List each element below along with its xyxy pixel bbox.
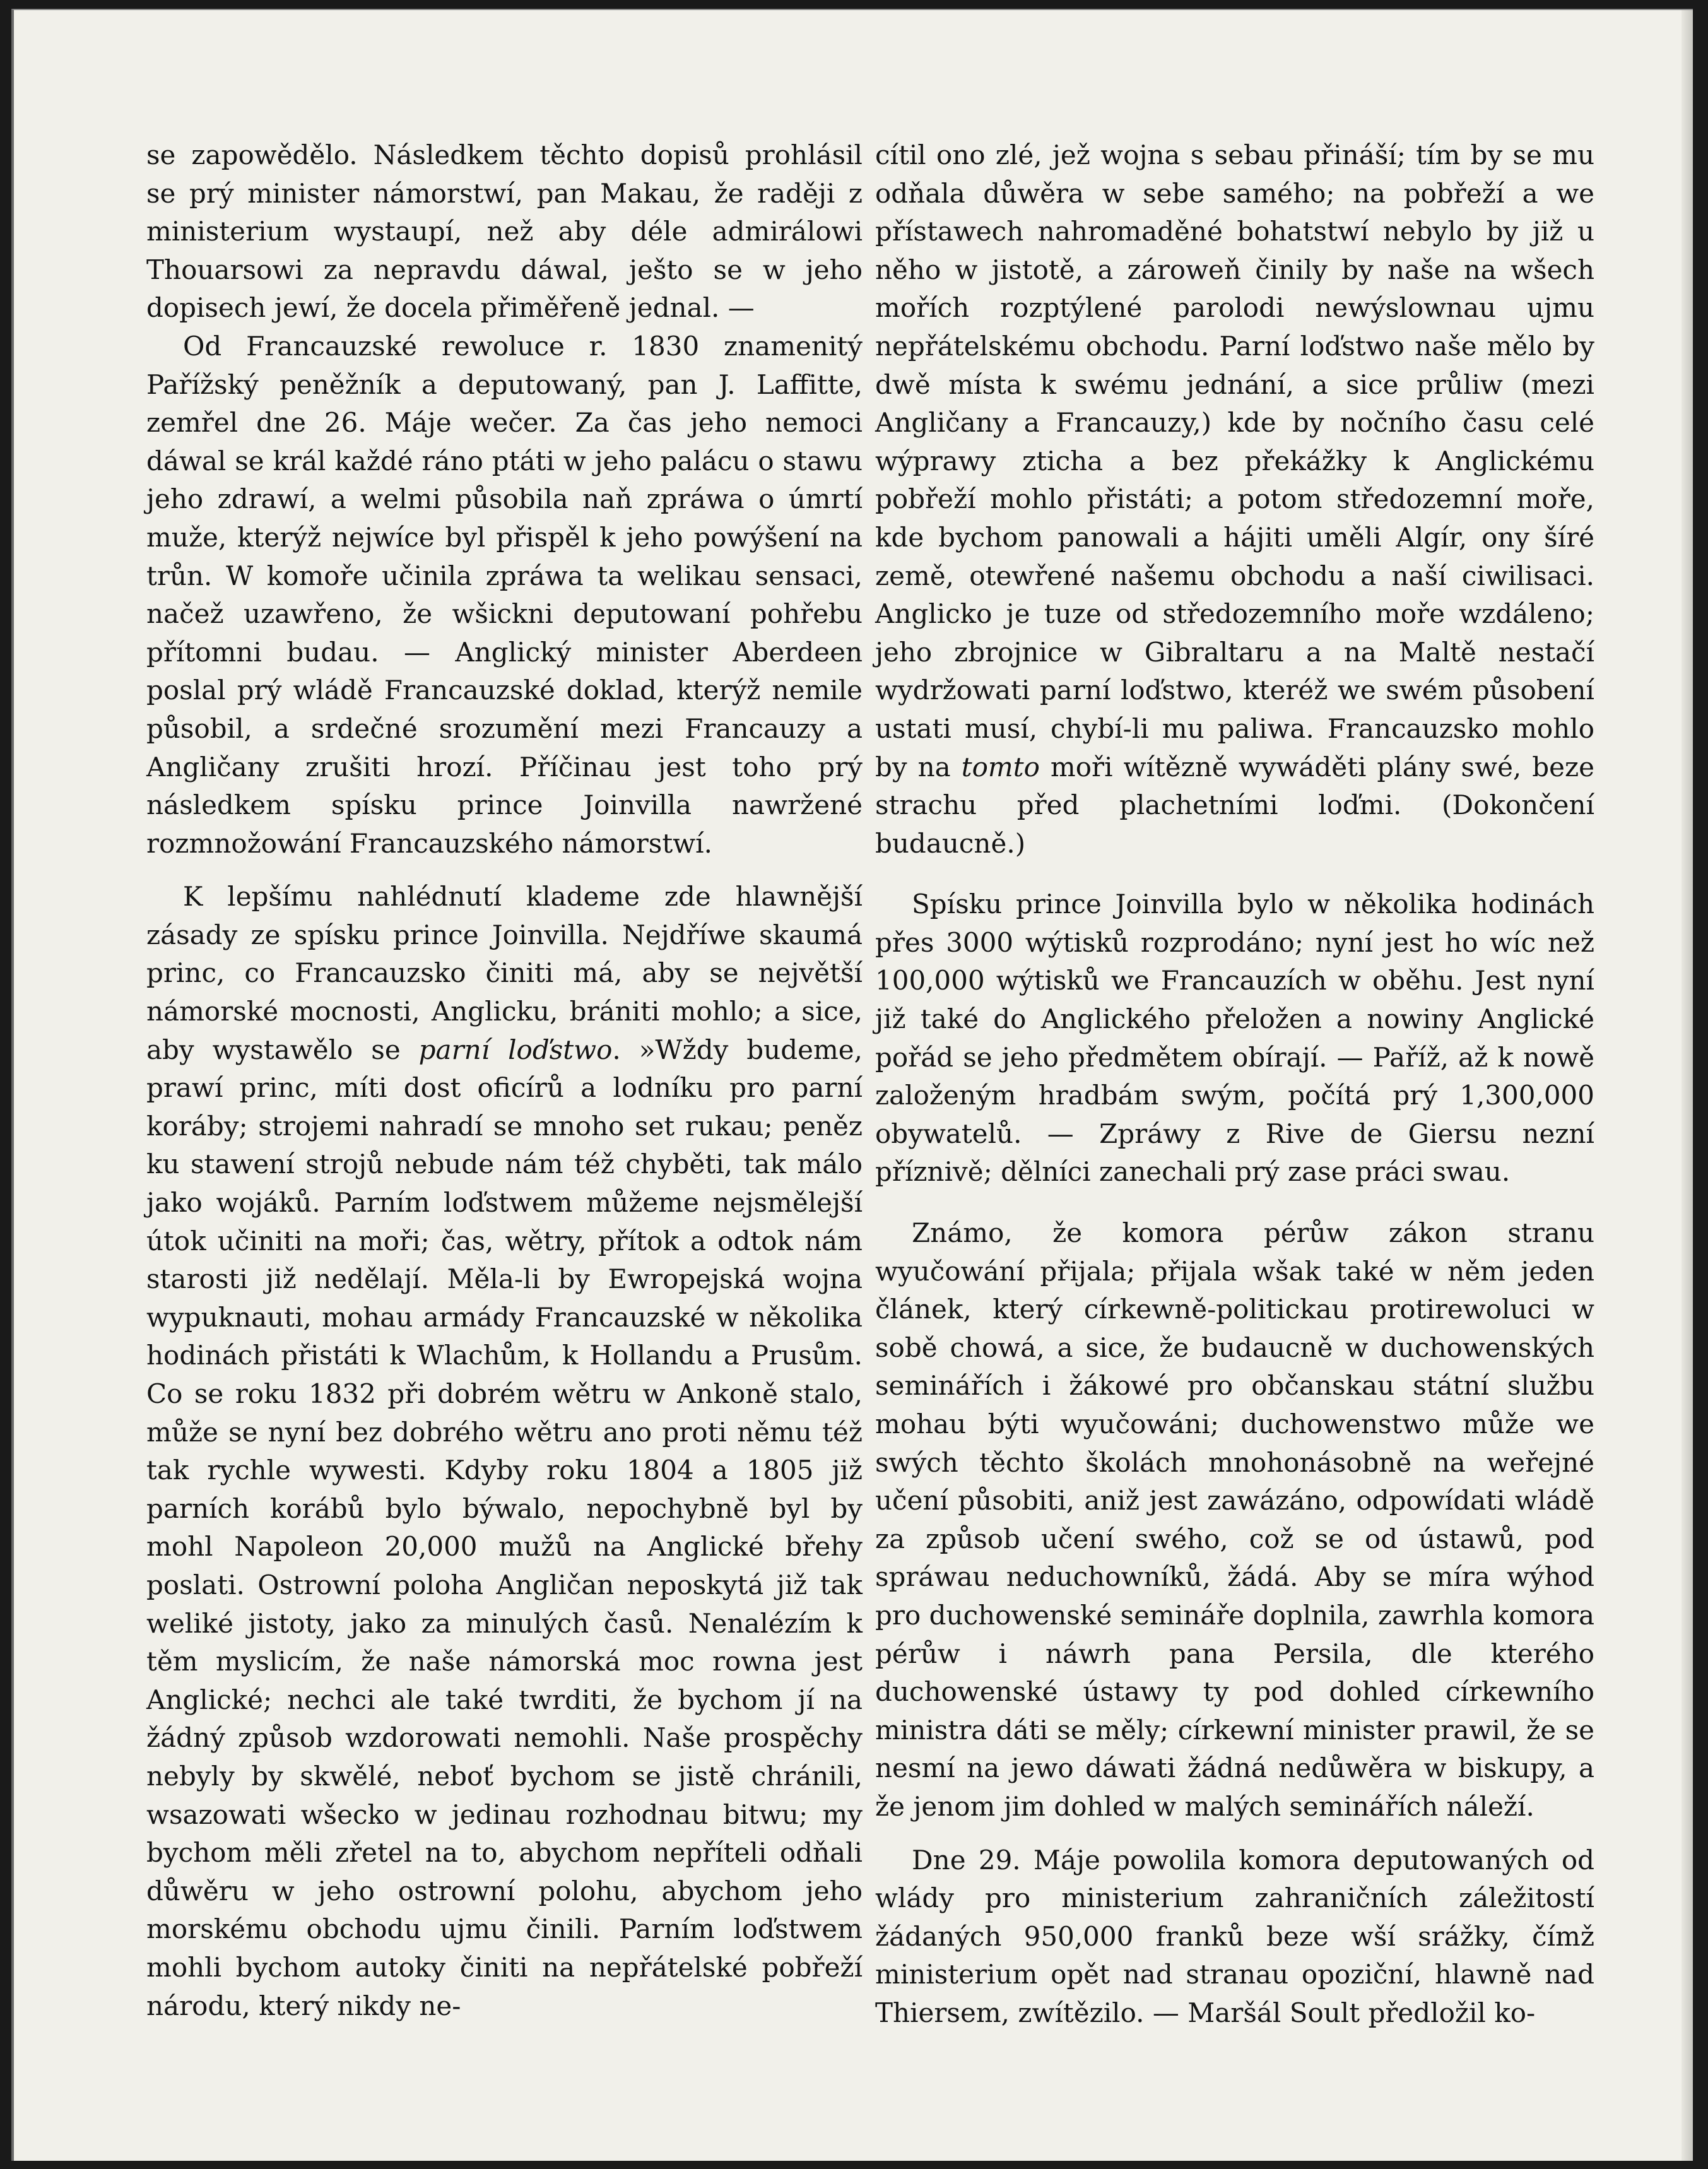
left-paragraph-2: Od Francauzské rewoluce r. 1830 znamenitý Pařížský peněžník a deputowaný, pan J. Laffitte, zemřel dne 26. Máje wečer. Za čas jeho nemoci dáwal se král každé ráno ptáti w jeho palácu o stawu jeho zdrawí, a welmi působila naň zpráwa o úmrtí muže, kterýž nejwíce byl přispěl k jeho powýšení na trůn. W komoře učinila zpráwa ta welikau sensaci, načež uzawřeno, že wšickni deputowaní pohřebu přítomni budau. — Anglický minister Aberdeen poslal prý wládě Francauzské doklad, kterýž nemile působil, a srdečné srozumění mezi Francauzy a Angličany zrušiti hrozí. Příčinau jest toho prý následkem spísku prince Joinvilla nawržené rozmnožowání Francauzského námorstwí.: [146, 330, 863, 859]
left-paragraph-3-lead: K lepšímu nahlédnutí klademe zde hlawnější zásady ze spísku prince Joinvilla. Nejdříwe skaumá princ, co Francauzsko činiti má, aby se největší námorské mocnosti, Anglicku, brániti mohlo; a sice, aby wystawělo se: [146, 881, 863, 1065]
newspaper-page: [11, 9, 1693, 2161]
left-paragraph-3: [146, 878, 863, 2025]
right-paragraph-4: Dne 29. Máje powolila komora deputowaných od wlády pro ministerium zahraničních záležitostí žádaných 950,000 franků beze wší srážky, čímž ministerium opět nad stranau opoziční, hlawně nad Thiersem, zwítězilo. — Maršál Soult předložil ko-: [875, 1844, 1594, 2028]
right-paragraph-1-lead: cítil ono zlé, jež wojna s sebau přináší; tím by se mu odňala důwěra w sebe samého; na pobřeží a we přístawech nahromaděné bohatstwí nebylo by již u něho w jistotě, a zároweň činily by naše na wšech mořích rozptýlené parolodi newýslownau ujmu nepřátelskému obchodu. Parní loďstwo naše mělo by dwě místa k swému jednání, a sice průliw (mezi Angličany a Francauzy,) kde by nočního času celé wýprawy zticha a bez překážky k Anglickému pobřeží mohlo přistáti; a potom středozemní moře, kde bychom panowali a hájiti uměli Algír, ony šíré země, otewřené našemu obchodu a naší ciwilisaci. Anglicko je tuze od středozemního moře wzdáleno; jeho zbrojnice w Gibraltaru a na Maltě nestačí wydržowati parní loďstwo, kteréž we swém působení ustati musí, chybí-li mu paliwa. Francauzsko mohlo by na: [875, 139, 1594, 783]
left-column: [146, 136, 863, 2025]
left-paragraph-3-rest: . »Wždy budeme, prawí princ, míti dost oficírů a lodníku pro parní koráby; strojemi nahradí se mnoho set rukau; peněz ku stawení strojů nebude nám též chyběti, tak málo jako wojáků. Parním loďstwem můžeme nejsmělejší útok učiniti na moři; čas, wětry, přítok a odtok nám starosti již nedělají. Měla-li by Ewropejská wojna wypuknauti, mohau armády Francauzské w několika hodinách přistáti k Wlachům, k Hollandu a Prusům. Co se roku 1832 při dobrém wětru w Ankoně stalo, může se nyní bez dobrého wětru ano proti němu též tak rychle wywesti. Kdyby roku 1804 a 1805 již parních korábů bylo býwalo, nepochybně byl by mohl Napoleon 20,000 mužů na Anglické břehy poslati. Ostrowní poloha Angličan neposkytá již tak weliké jistoty, jako za minulých časů. Nenalézím k těm myslicím, že naše námorská moc rowna jest Anglické; nechci ale také twrditi, že bychom jí na žádný způsob wzdorowati nemohli. Naše prospěchy nebyly by skwělé, neboť bychom se jistě chránili, wsazowati wšecko w jedinau rozhodnau bitwu; my bychom měli zřetel na to, abychom nepříteli odňali důwěru w jeho ostrowní polohu, abychom jeho morskému obchodu ujmu činili. Parním loďstwem mohli bychom autoky činiti na nepřátelské pobřeží národu, který nikdy ne-: [146, 1034, 863, 2021]
left-paragraph-3-italic: parní loďstwo: [418, 1034, 613, 1065]
right-paragraph-1: [875, 136, 1594, 863]
left-paragraph-1: se zapowědělo. Následkem těchto dopisů prohlásil se prý minister námorstwí, pan Makau, že raději z ministerium wystaupí, než aby déle admirálowi Thouarsowi za nepravdu dáwal, ješto se w jeho dopisech jewí, že docela přiměřeně jednal. —: [146, 139, 863, 324]
right-paragraph-2: Spísku prince Joinvilla bylo w několika hodinách přes 3000 wýtisků rozprodáno; nyní jest ho wíc než 100,000 wýtisků we Francauzích w oběhu. Jest nyní již také do Anglického přeložen a nowiny Anglické pořád se jeho předmětem obírají. — Paříž, až k nowě založeným hradbám swým, počítá prý 1,300,000 obywatelů. — Zpráwy z Rive de Giersu nezní příznivě; dělníci zanechali prý zase práci swau.: [875, 889, 1594, 1188]
right-paragraph-1-italic: tomto: [961, 751, 1040, 783]
right-column: [875, 136, 1594, 2033]
right-paragraph-3: Známo, že komora pérůw zákon stranu wyučowání přijala; přijala wšak také w něm jeden článek, který církewně-politickau protirewoluci w sobě chowá, a sice, že budaucně w duchowenských seminářích i žákowé pro občanskau státní službu mohau býti wyučowáni; duchowenstwo může we swých těchto školách mnohonásobně na weřejné učení působiti, aniž jest zawázáno, odpowídati wládě za způsob učení swého, což se od ústawů, pod spráwau neduchowníků, žádá. Aby se míra wýhod pro duchowenské semináře doplnila, zawrhla komora pérůw i náwrh pana Persila, dle kterého duchowenské ústawy ty pod dohled církewního ministra dáti se měly; církewní minister prawil, že se nesmí na jewo dáwati žádná nedůwěra w biskupy, a že jenom jim dohled w malých seminářích náleží.: [875, 1217, 1594, 1822]
right-paragraph-1-rest: moři wítězně wywáděti plány swé, beze strachu před plachetními loďmi. (Dokončení budaucně.): [875, 751, 1595, 859]
